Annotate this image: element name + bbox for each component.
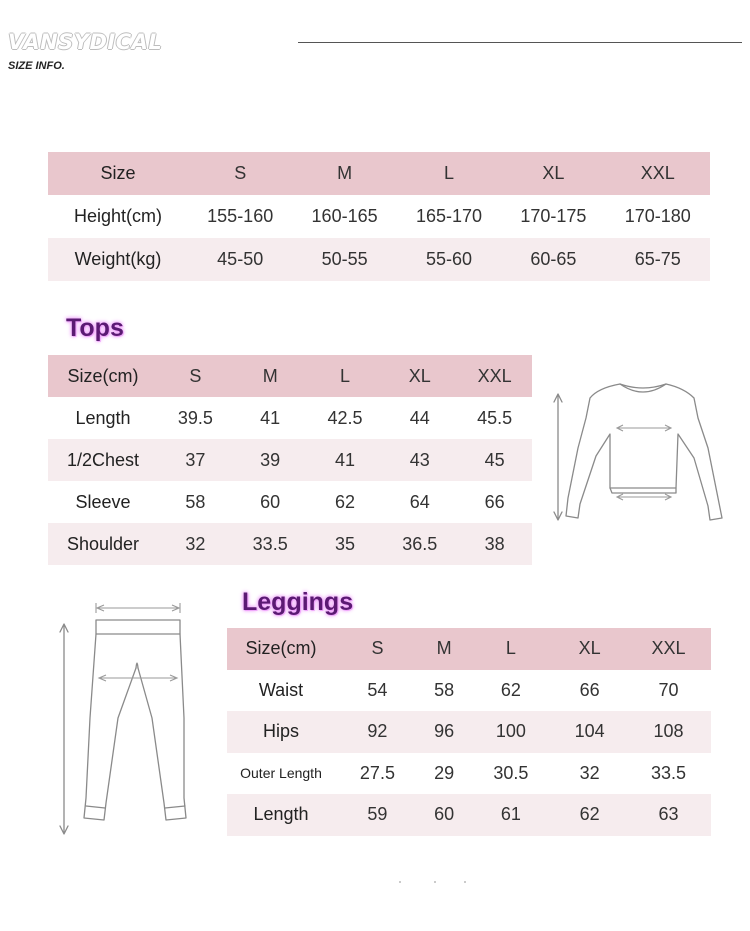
table-cell: 104 [553,711,626,753]
header-cell: M [420,628,469,670]
header-cell: L [468,628,553,670]
table-cell: 54 [335,670,420,712]
header-cell: XXL [606,152,710,195]
row-label: Shoulder [48,523,158,565]
table-cell: 37 [158,439,233,481]
table-cell: 38 [457,523,532,565]
size-info-label: SIZE INFO. [8,60,65,72]
table-cell: 27.5 [335,753,420,795]
table-cell: 170-180 [606,195,710,238]
table-cell: 44 [382,397,457,439]
header-cell: S [158,355,233,397]
table-cell: 59 [335,794,420,836]
table-row [48,439,532,481]
table-row [227,670,711,712]
table-cell: 62 [553,794,626,836]
header-cell: XXL [626,628,711,670]
table-cell: 65-75 [606,238,710,281]
header-cell: L [397,152,501,195]
tops-size-table [48,355,532,565]
table-cell: 66 [457,481,532,523]
header-cell: Size(cm) [227,628,335,670]
header-cell: XL [553,628,626,670]
table-cell: 60-65 [501,238,605,281]
table-cell: 41 [233,397,308,439]
table-row [48,397,532,439]
table-cell: 30.5 [468,753,553,795]
table-row [227,794,711,836]
row-label: Height(cm) [48,195,188,238]
table-cell: 160-165 [292,195,396,238]
row-label: Length [48,397,158,439]
table-cell: 36.5 [382,523,457,565]
table-cell: 41 [308,439,383,481]
table-cell: 100 [468,711,553,753]
table-cell: 55-60 [397,238,501,281]
row-label: Outer Length [227,753,335,795]
tops-header-row [48,355,532,397]
table-cell: 155-160 [188,195,292,238]
table-cell: 42.5 [308,397,383,439]
table-cell: 33.5 [626,753,711,795]
table-cell: 96 [420,711,469,753]
table-cell: 63 [626,794,711,836]
row-label: Length [227,794,335,836]
table-cell: 29 [420,753,469,795]
footer-divider [395,880,495,884]
row-label: Hips [227,711,335,753]
table-cell: 62 [468,670,553,712]
table-cell: 43 [382,439,457,481]
table-cell: 35 [308,523,383,565]
size-guide-table [48,152,710,281]
table-row [48,238,710,281]
table-row [48,195,710,238]
header-cell: XL [501,152,605,195]
table-cell: 108 [626,711,711,753]
table-cell: 62 [308,481,383,523]
table-cell: 32 [158,523,233,565]
table-cell: 165-170 [397,195,501,238]
table-cell: 33.5 [233,523,308,565]
leggings-title: Leggings [242,588,354,616]
header-cell: Size [48,152,188,195]
table-cell: 58 [158,481,233,523]
table-row [48,523,532,565]
table-cell: 66 [553,670,626,712]
table-cell: 32 [553,753,626,795]
table-cell: 170-175 [501,195,605,238]
tops-title: Tops [66,314,124,342]
size-guide-header-row [48,152,710,195]
header-cell: M [292,152,396,195]
table-cell: 64 [382,481,457,523]
table-cell: 60 [233,481,308,523]
table-cell: 50-55 [292,238,396,281]
header-cell: L [308,355,383,397]
crop-top-icon [548,378,728,528]
table-cell: 58 [420,670,469,712]
leggings-header-row [227,628,711,670]
table-cell: 70 [626,670,711,712]
table-row [48,481,532,523]
row-label: Weight(kg) [48,238,188,281]
header-cell: XL [382,355,457,397]
leggings-size-table [227,628,711,836]
table-cell: 45-50 [188,238,292,281]
header-cell: M [233,355,308,397]
row-label: Waist [227,670,335,712]
brand-logo: VANSYDICAL [8,30,163,54]
header-cell: S [188,152,292,195]
table-cell: 92 [335,711,420,753]
table-cell: 45.5 [457,397,532,439]
table-cell: 39.5 [158,397,233,439]
header-cell: XXL [457,355,532,397]
table-cell: 45 [457,439,532,481]
row-label: Sleeve [48,481,158,523]
table-cell: 39 [233,439,308,481]
table-row [227,711,711,753]
header-cell: S [335,628,420,670]
header-cell: Size(cm) [48,355,158,397]
table-cell: 61 [468,794,553,836]
header-divider [298,42,742,43]
leggings-icon [52,598,192,843]
row-label: 1/2Chest [48,439,158,481]
table-row [227,753,711,795]
table-cell: 60 [420,794,469,836]
